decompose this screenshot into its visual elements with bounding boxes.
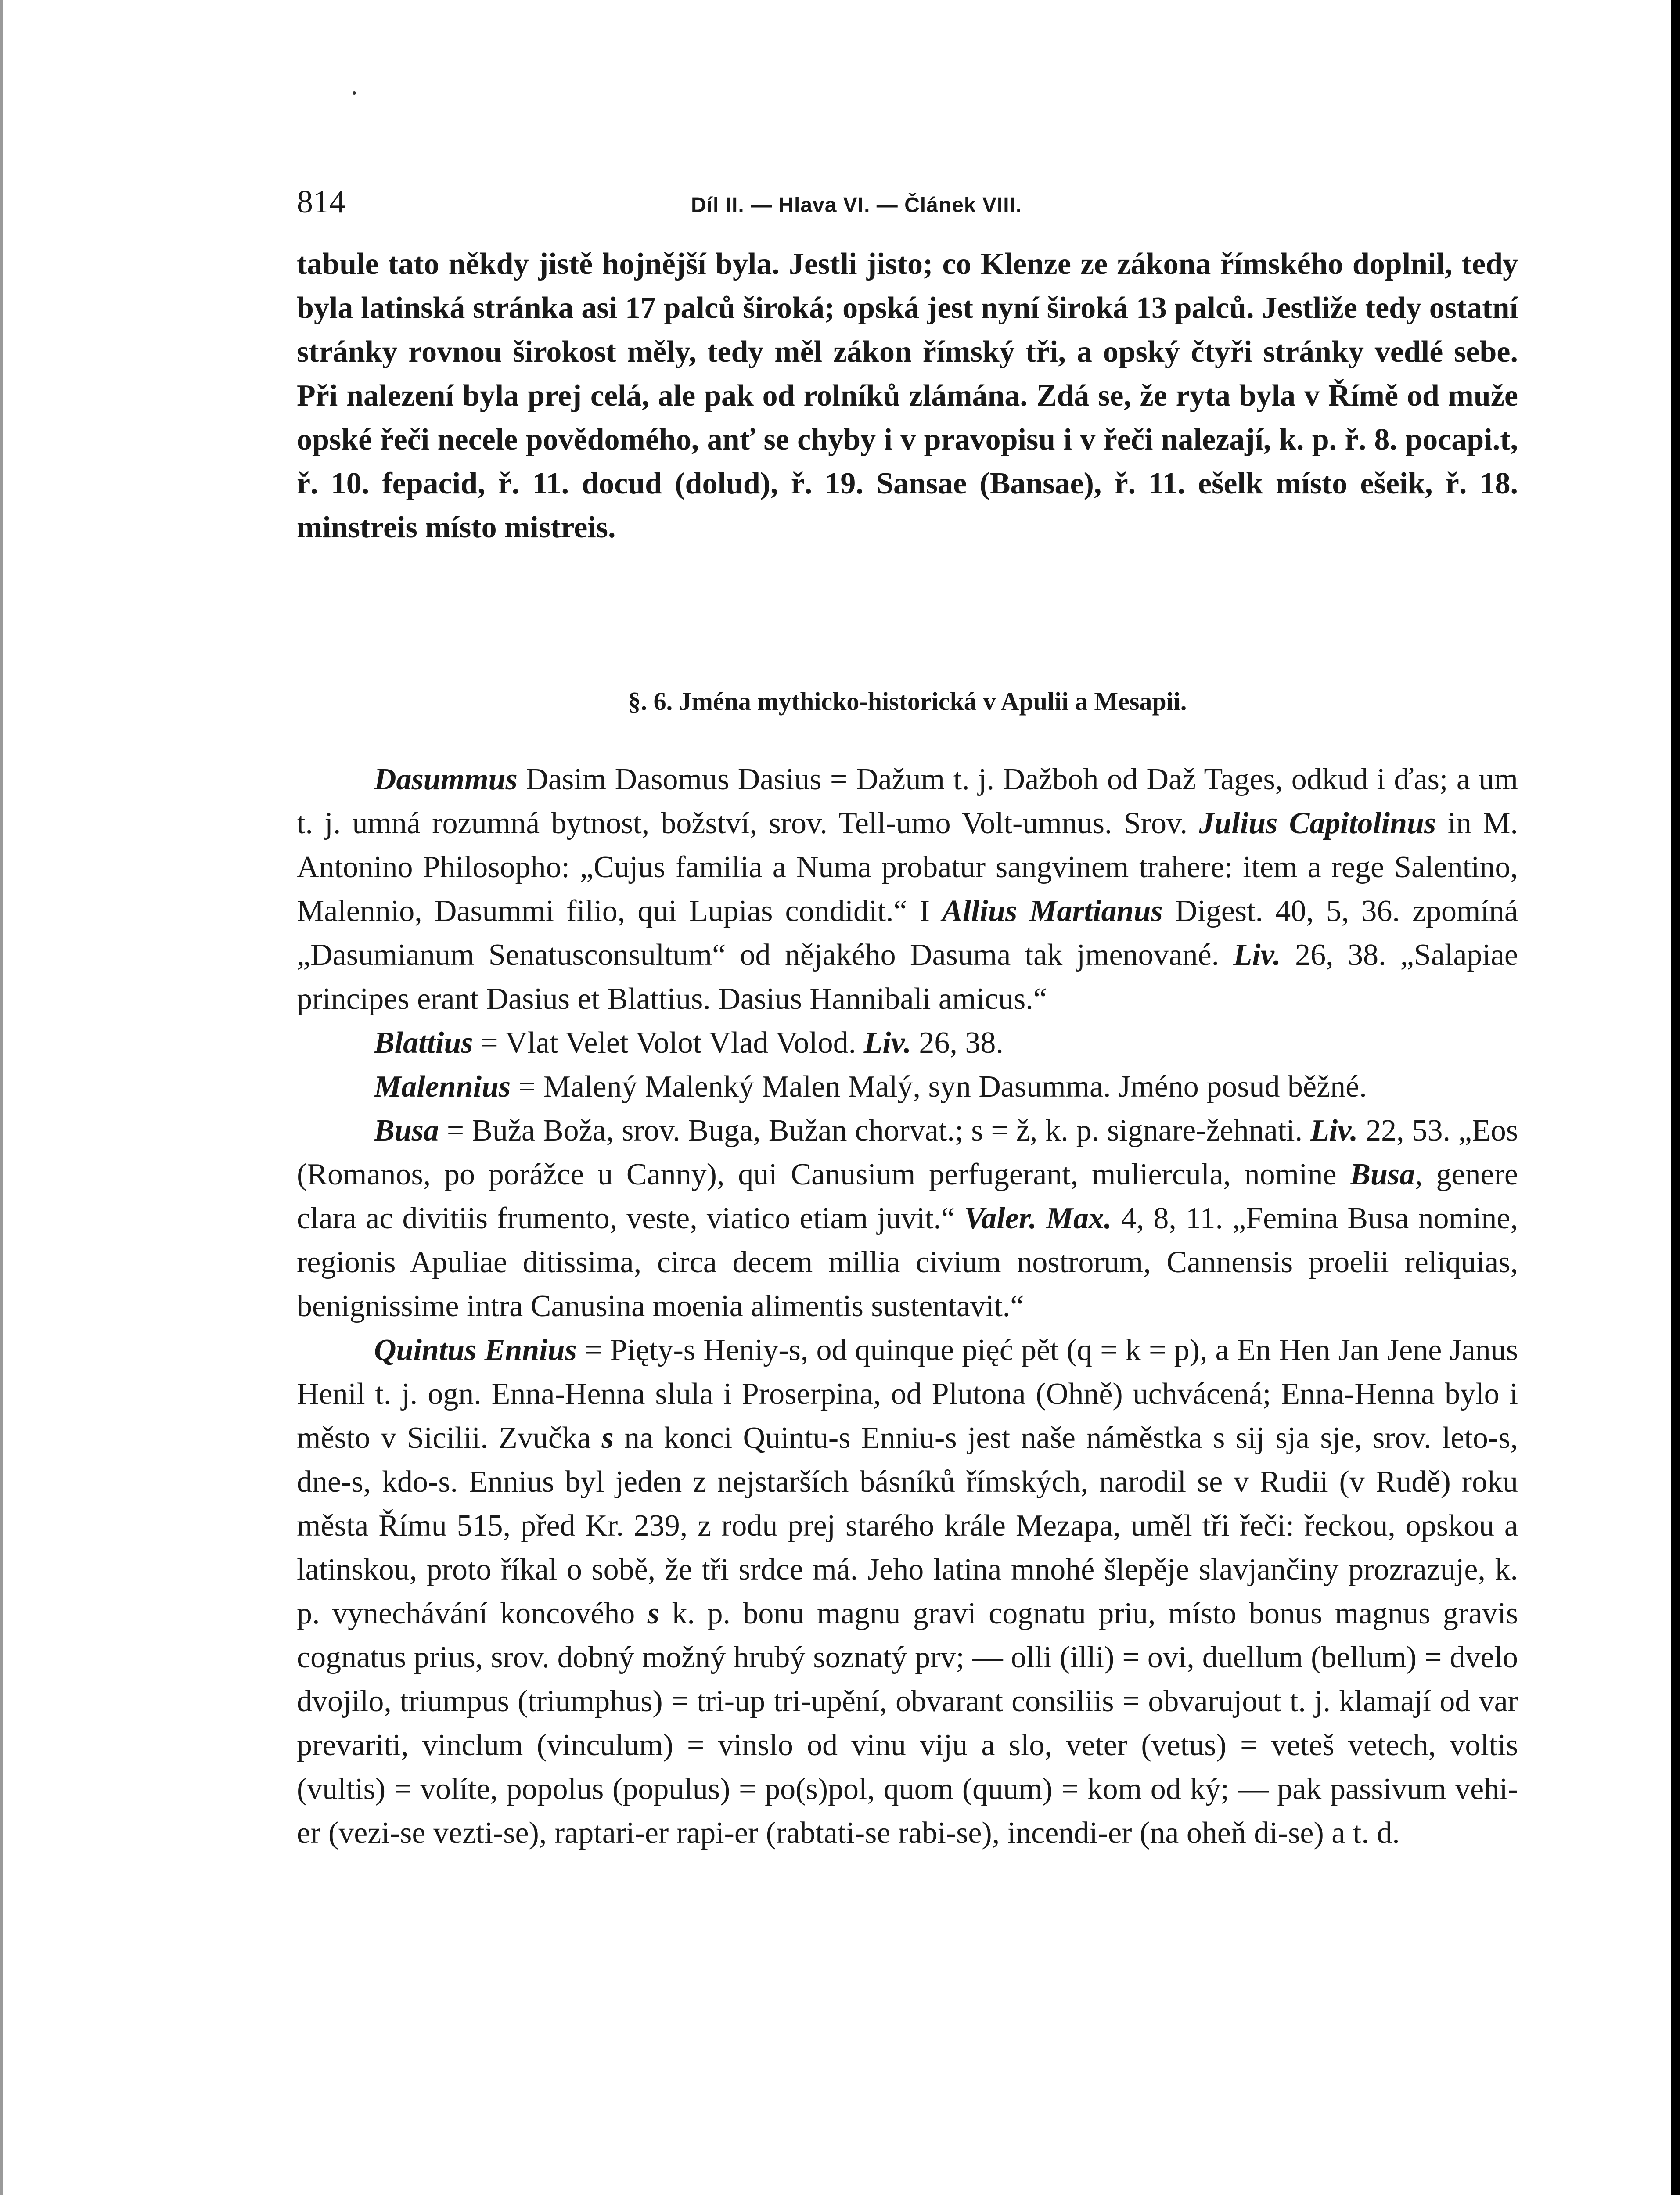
citation-source: Valer. Max.: [964, 1202, 1112, 1235]
entry-text: na konci Quintu-s Enniu-s jest naše náměstka s sij sja sje, srov. leto-s, dne-s, kdo-s. Ennius byl jeden z nejstarších básníků římských, narodil se v Rudii (v Rudě) roku města Římu 515, před Kr. 239, z rodu prej starého krále Mezapa, uměl tři řeči: řeckou, opskou a latinskou, proto říkal o sobě, že tři srdce má. Jeho latina mnohé šlepěje slavjančiny prozrazuje, k. p. vynechávání koncového: [297, 1421, 1518, 1630]
citation-source: Liv.: [1233, 938, 1281, 972]
continued-paragraph: tabule tato někdy jistě hojnější byla. Jestli jisto; co Klenze ze zákona římského doplnil, tedy byla latinská stránka asi 17 palců široká; opská jest nyní široká 13 palců. Jestliže tedy ostatní stránky rovnou širokost měly, tedy měl zákon římský tři, a opský čtyři stránky vedlé sebe. Při nalezení byla prej celá, ale pak od rolníků zlámána. Zdá se, že ryta byla v Římě od muže opské řeči necele povědomého, anť se chyby i v pravopisu i v řeči nalezají, k. p. ř. 8. pocapi.t, ř. 10. fepacid, ř. 11. docud (dolud), ř. 19. Sansae (Bansae), ř. 11. ešelk místo ešeik, ř. 18. minstreis místo mistreis.: [297, 247, 1518, 544]
entry-busa: [297, 1109, 1518, 1328]
page-number: 814: [297, 184, 345, 220]
entry-text: = Vlat Velet Volot Vlad Volod.: [473, 1026, 864, 1060]
entry-text: 22, 53. „Eos (Romanos, po porážce u Canny), qui Canusium perfugerant, muliercula, nomine: [297, 1114, 1518, 1191]
entry-text: 4, 8, 11. „Femina Busa nomine, regionis Apuliae ditissima, circa decem millia civium nostrorum, Cannensis proelii reliquias, benignissime intra Canusina moenia alimentis sustentavit.“: [297, 1202, 1518, 1323]
entry-text: 26, 38. „Salapiae principes erant Dasius et Blattius. Dasius Hannibali amicus.“: [297, 938, 1518, 1016]
entry-text: , genere clara ac divitiis frumento, veste, viatico etiam juvit.“: [297, 1158, 1518, 1235]
citation-source: Liv.: [863, 1026, 911, 1060]
citation-author: Allius Martianus: [942, 894, 1163, 928]
entry-name: Blattius: [374, 1026, 473, 1060]
entry-text: k. p. bonu magnu gravi cognatu priu, místo bonus magnus gravis cognatus prius, srov. dobný možný hrubý soznatý prv; — olli (illi) = ovi, duellum (bellum) = dvelo dvojilo, triumpus (triumphus) = tri-up tri-upění, obvarant consiliis = obvarujout t. j. klamají od var prevariti, vinclum (vinculum) = vinslo od vinu viju a slo, veter (vetus) = veteš vetech, voltis (vultis) = volíte, popolus (populus) = po(s)pol, quom (quum) = kom od ký; — pak passivum vehi-er (vezi-se vezti-se), raptari-er rapi-er (rabtati-se rabi-se), incendi-er (na oheň di-se) a t. d.: [297, 1597, 1518, 1850]
running-head: Díl II. — Hlava VI. — Článek VIII.: [691, 194, 1022, 217]
citation-source: Liv.: [1310, 1114, 1358, 1148]
entry-text: in M. Antonino Philosopho: „Cujus familia a Numa probatur sangvinem trahere: item a rege Salentino, Malennio, Dasummi filio, qui Lupias condidit.“ I: [297, 806, 1518, 928]
entry-name: Quintus Ennius: [374, 1333, 577, 1367]
entry-name: Dasummus: [374, 763, 518, 796]
entry-text: = Pięty-s Heniy-s, od quinque pięć pět (q = k = p), a En Hen Jan Jene Janus Henil t. j. ogn. Enna-Henna slula i Proserpina, od Plutona (Ohně) uchvácená; Enna-Henna bylo i město v Sicilii. Zvučka: [297, 1333, 1518, 1455]
citation-author: Julius Capitolinus: [1199, 806, 1436, 840]
entry-text: Digest. 40, 5, 36. zpomíná „Dasumianum Senatusconsultum“ od nějakého Dasuma tak jmenované.: [297, 894, 1518, 972]
entry-text: Dasim Dasomus Dasius = Dažum t. j. Dažboh od Daž Tages, odkud i ďas; a um t. j. umná rozumná bytnost, božství, srov. Tell-umo Volt-umnus. Srov.: [297, 763, 1518, 840]
entry-quintus-ennius: [297, 1328, 1518, 1855]
entries-body: [297, 758, 1518, 1855]
entry-text: = Malený Malenký Malen Malý, syn Dasumma. Jméno posud běžné.: [511, 1070, 1367, 1104]
letter-s: s: [601, 1421, 614, 1455]
entry-text: = Buža Boža, srov. Buga, Bužan chorvat.; s = ž, k. p. signare-žehnati.: [439, 1114, 1311, 1148]
scan-edge-right: [1671, 0, 1680, 2195]
entry-name: Malennius: [374, 1070, 511, 1104]
quoted-name: Busa: [1350, 1158, 1415, 1191]
entry-dasummus: [297, 758, 1518, 1021]
page-header: [297, 180, 1518, 228]
entry-text: 26, 38.: [911, 1026, 1004, 1060]
section-heading: §. 6. Jména mythicko-historická v Apulii a Mesapii.: [628, 687, 1187, 716]
entry-malennius: [297, 1065, 1518, 1109]
entry-blattius: [297, 1021, 1518, 1065]
scan-edge-left: [0, 0, 3, 2195]
speck-mark: [353, 91, 356, 95]
entry-name: Busa: [374, 1114, 439, 1148]
letter-s: s: [647, 1597, 660, 1630]
